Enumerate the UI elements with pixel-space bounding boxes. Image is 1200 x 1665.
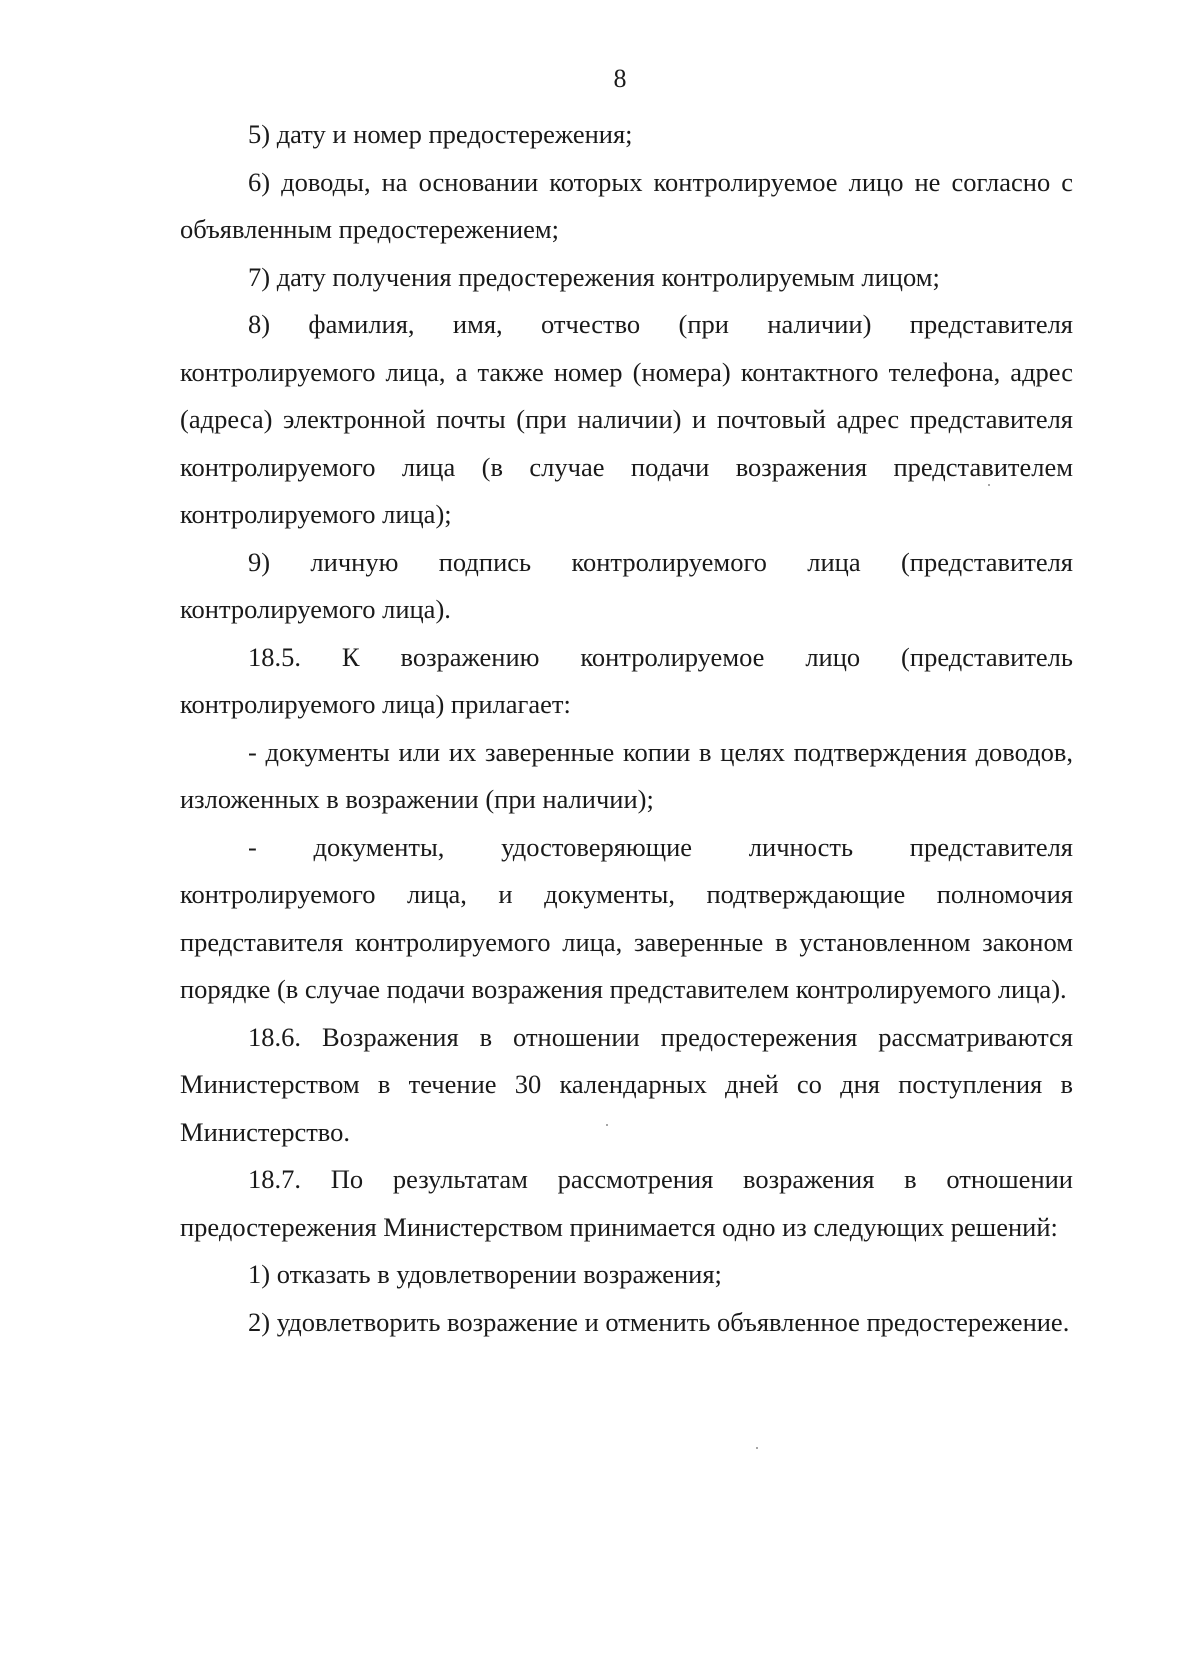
paragraph-item-8: 8) фамилия, имя, отчество (при наличии) представителя контролируемого лица, а также номер (номера) контактного телефона, адрес (адреса) электронной почты (при наличии) и почтовый адрес представителя контролируемого лица (в случае подачи возражения представителем контролируемого лица); xyxy=(180,309,1073,529)
paragraph-18-6: 18.6. Возражения в отношении предостережения рассматриваются Министерством в течение 30 календарных дней со дня поступления в Министерство. xyxy=(180,1021,1073,1147)
paragraph-18-5: 18.5. К возражению контролируемое лицо (представитель контролируемого лица) прилагает: xyxy=(180,641,1073,719)
document-body xyxy=(180,111,1073,1346)
scan-dust-mark xyxy=(756,1447,758,1449)
page-number: 8 xyxy=(613,64,627,93)
scan-dust-mark xyxy=(606,1124,608,1126)
scan-dust-mark xyxy=(988,484,990,486)
paragraph-item-7: 7) дату получения предостережения контролируемым лицом; xyxy=(248,261,940,292)
paragraph-item-6: 6) доводы, на основании которых контролируемое лицо не согласно с объявленным предостережением; xyxy=(180,166,1073,244)
paragraph-item-5: 5) дату и номер предостережения; xyxy=(248,119,633,149)
paragraph-18-5-bullet-2: - документы, удостоверяющие личность представителя контролируемого лица, и документы, подтверждающие полномочия представителя контролируемого лица, заверенные в установленном законом порядке (в случае подачи возражения представителем контролируемого лица). xyxy=(180,831,1073,1004)
paragraph-18-7: 18.7. По результатам рассмотрения возражения в отношении предостережения Министерством принимается одно из следующих решений: xyxy=(180,1164,1073,1242)
paragraph-decision-2: 2) удовлетворить возражение и отменить объявленное предостережение. xyxy=(248,1306,1070,1337)
paragraph-item-9: 9) личную подпись контролируемого лица (представителя контролируемого лица). xyxy=(180,546,1073,624)
paragraph-decision-1: 1) отказать в удовлетворении возражения; xyxy=(248,1259,722,1289)
paragraph-18-5-bullet-1: - документы или их заверенные копии в целях подтверждения доводов, изложенных в возражении (при наличии); xyxy=(180,736,1073,814)
